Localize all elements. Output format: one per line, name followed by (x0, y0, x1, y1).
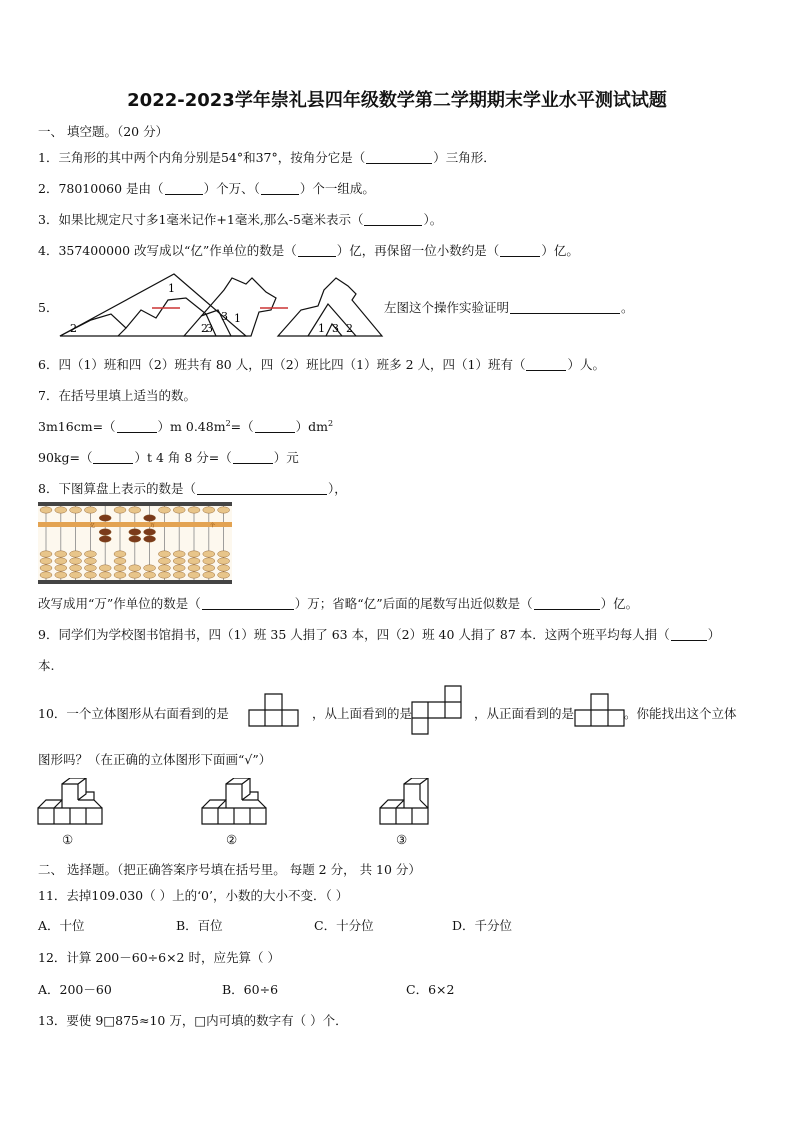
abacus-bead (173, 558, 185, 564)
abacus-bead (55, 507, 67, 513)
view-from-front-figure (574, 693, 626, 727)
q7-text-a: 3m16cm=（ (38, 419, 116, 434)
triangle-3-label-1: 1 (318, 322, 325, 335)
abacus-bead (129, 536, 141, 542)
q7-sup-2: 2 (328, 418, 334, 428)
q1-text-a: 1．三角形的其中两个内角分别是54°和37°，按角分它是（ (38, 150, 366, 165)
q11-choice-c[interactable]: C．十分位 (314, 918, 374, 933)
abacus-bead (70, 572, 82, 578)
abacus-bead (158, 565, 170, 571)
abacus-bead (99, 572, 111, 578)
q11-choice-a[interactable]: A．十位 (38, 918, 85, 933)
abacus-bead (55, 551, 67, 557)
abacus-bead (158, 507, 170, 513)
q8-blank-3[interactable] (534, 595, 600, 610)
abacus-bead (188, 565, 200, 571)
question-7-line-2 (38, 448, 299, 466)
question-7-line-1 (38, 417, 333, 435)
q9-text-a: 9．同学们为学校图书馆捐书，四（1）班 35 人捐了 63 本，四（2）班 40 人捐了 87 本．这两个班平均每人捐（ (38, 627, 670, 642)
section-fill-in-header: 一、 填空题。（20 分） (38, 124, 169, 139)
abacus-bead (144, 536, 156, 542)
abacus-bead (188, 572, 200, 578)
abacus-bead (40, 558, 52, 564)
question-11-stem: 11．去掉109.030（ ）上的‘0’，小数的大小不变．（ ） (38, 888, 349, 903)
q7-text-c: =（ (230, 419, 254, 434)
view-from-right-figure (248, 693, 300, 727)
abacus-bead (173, 507, 185, 513)
abacus-bottom-frame (38, 580, 232, 584)
abacus-bead (218, 551, 230, 557)
question-7-header: 7．在括号里填上适当的数。 (38, 388, 196, 403)
q8-text-d: ）万；省略“亿”后面的尾数写出近似数是（ (294, 596, 533, 611)
question-13-stem: 13．要使 9□875≈10 万，□内可填的数字有（ ）个． (38, 1013, 348, 1028)
abacus-bead (203, 551, 215, 557)
q8-text-c: 改写成用“万”作单位的数是（ (38, 596, 201, 611)
q5-text: 左图这个操作实验证明 (384, 300, 510, 315)
q8-text-a: 8．下图算盘上表示的数是（ (38, 481, 196, 496)
q6-text-b: ）人。 (567, 357, 605, 372)
q3-answer-blank[interactable] (364, 211, 422, 226)
abacus-bead (144, 572, 156, 578)
abacus-bead (129, 572, 141, 578)
q7-text-f: ）t 4 角 8 分=（ (134, 450, 232, 465)
q5-number: 5． (38, 300, 59, 315)
abacus-bead (203, 565, 215, 571)
abacus-bead (70, 565, 82, 571)
abacus-bead (158, 572, 170, 578)
triangle-2-label-2: 2 (201, 322, 208, 335)
question-10-text-d: 。你能找出这个立体 (624, 706, 737, 721)
question-8-line-2 (38, 594, 638, 612)
triangle-3-label-2: 2 (346, 322, 353, 335)
question-4 (38, 241, 579, 259)
abacus-bead (188, 507, 200, 513)
q2-text-b: ）个万、（ (203, 181, 260, 196)
section-choice-header: 二、 选择题。（把正确答案序号填在括号里。 每题 2 分， 共 10 分） (38, 862, 421, 877)
q11-choice-d[interactable]: D．千分位 (452, 918, 513, 933)
triangle-2-label-3: 3 (221, 310, 228, 323)
triangle-1-label-2: 2 (70, 322, 77, 335)
abacus-bead (114, 507, 126, 513)
q12-choice-b[interactable]: B．60÷6 (222, 982, 279, 997)
q6-answer-blank[interactable] (526, 356, 566, 371)
abacus-bead (99, 529, 111, 535)
question-6 (38, 355, 605, 373)
triangle-3-label-3: 3 (332, 322, 339, 335)
q8-answer-blank[interactable] (197, 480, 327, 495)
q12-choice-a[interactable]: A．200－60 (38, 982, 112, 997)
q11-choice-b[interactable]: B．百位 (176, 918, 223, 933)
solid-option-3-label: ③ (396, 832, 408, 847)
q7-text-b: ）m 0.48m (157, 419, 226, 434)
q7-blank-4[interactable] (233, 449, 273, 464)
question-9-line-2: 本. (38, 658, 55, 673)
abacus-bead (70, 558, 82, 564)
abacus-label-ge: 个 (210, 523, 216, 529)
abacus-bead (188, 551, 200, 557)
q7-text-d: ）dm (295, 419, 328, 434)
q4-blank-1[interactable] (298, 242, 336, 257)
triangle-1-label-1: 1 (168, 282, 175, 295)
triangle-1-label-3: 3 (206, 322, 213, 335)
abacus-bead (55, 558, 67, 564)
abacus-bead (99, 515, 111, 521)
q8-blank-2[interactable] (202, 595, 294, 610)
abacus-bead (144, 529, 156, 535)
abacus-bead (84, 507, 96, 513)
question-12-stem: 12．计算 200－60÷6×2 时，应先算（ ） (38, 950, 280, 965)
q1-answer-blank[interactable] (366, 149, 432, 164)
q9-answer-blank[interactable] (671, 626, 707, 641)
page-title: 2022-2023学年崇礼县四年级数学第二学期期末学业水平测试试题 (127, 90, 667, 111)
q1-text-b: ）三角形． (433, 150, 496, 165)
abacus-bead (218, 572, 230, 578)
q12-choice-c[interactable]: C．6×2 (406, 982, 455, 997)
q9-text-b: ） (707, 627, 721, 642)
abacus-top-frame (38, 502, 232, 506)
q8-text-e: ）亿。 (600, 596, 639, 611)
q2-blank-1[interactable] (165, 180, 203, 195)
abacus-bead (203, 572, 215, 578)
q5-answer-blank[interactable] (510, 299, 620, 314)
abacus-bead (84, 558, 96, 564)
abacus-bead (173, 551, 185, 557)
abacus-bead (129, 565, 141, 571)
abacus-beam (38, 522, 232, 527)
question-10-text-b: ，从上面看到的是 (312, 706, 413, 721)
question-3 (38, 210, 442, 228)
abacus-bead (70, 507, 82, 513)
abacus-bead (114, 565, 126, 571)
question-1 (38, 148, 496, 166)
q4-text-b: ）亿，再保留一位小数约是（ (336, 243, 500, 258)
solid-option-2[interactable] (200, 778, 270, 828)
abacus-bead (218, 507, 230, 513)
q7-text-e: 90kg=（ (38, 450, 93, 465)
q5-end: 。 (621, 300, 634, 315)
abacus-label-yi: 亿 (90, 523, 96, 529)
solid-option-3[interactable] (378, 778, 438, 828)
q7-text-g: ）元 (273, 450, 299, 465)
q2-text-c: ）个一组成。 (299, 181, 375, 196)
abacus-bead (114, 572, 126, 578)
abacus-bead (40, 551, 52, 557)
q7-blank-3[interactable] (93, 449, 133, 464)
abacus-image (38, 502, 232, 584)
abacus-bead (144, 515, 156, 521)
q7-sup-1: 2 (225, 418, 231, 428)
abacus-bead (84, 572, 96, 578)
q3-text-a: 3．如果比规定尺寸多1毫米记作+1毫米,那么-5毫米表示（ (38, 212, 364, 227)
abacus-bead (55, 572, 67, 578)
abacus-bead (40, 507, 52, 513)
q2-text-a: 2．78010060 是由（ (38, 181, 164, 196)
triangle-2-label-1: 1 (234, 312, 241, 325)
abacus-bead (84, 551, 96, 557)
q4-blank-2[interactable] (500, 242, 540, 257)
abacus-bead (173, 565, 185, 571)
abacus-bead (70, 551, 82, 557)
abacus-bead (84, 565, 96, 571)
solid-option-1[interactable] (36, 778, 106, 828)
abacus-bead (129, 507, 141, 513)
q4-text-a: 4．357400000 改写成以“亿”作单位的数是（ (38, 243, 297, 258)
abacus-bead (158, 551, 170, 557)
view-from-top-figure (411, 685, 463, 735)
q6-text-a: 6．四（1）班和四（2）班共有 80 人，四（2）班比四（1）班多 2 人，四（1）班有（ (38, 357, 526, 372)
abacus-bead (99, 536, 111, 542)
triangle-cut-figure (56, 270, 386, 340)
abacus-bead (188, 558, 200, 564)
q7-blank-2[interactable] (255, 418, 295, 433)
abacus-bead (173, 572, 185, 578)
abacus-bead (129, 529, 141, 535)
solid-option-1-label: ① (62, 832, 74, 847)
q8-text-b: ）， (327, 481, 347, 496)
abacus-bead (218, 558, 230, 564)
abacus-bead (99, 565, 111, 571)
question-10-text-a: 10．一个立体图形从右面看到的是 (38, 706, 229, 721)
abacus-label-wan: 万 (150, 523, 156, 529)
q5-statement (384, 298, 634, 316)
q3-text-b: ）。 (423, 212, 443, 227)
q2-blank-2[interactable] (261, 180, 299, 195)
abacus-bead (218, 565, 230, 571)
question-9 (38, 625, 720, 643)
solid-option-2-label: ② (226, 832, 238, 847)
abacus-bead (40, 572, 52, 578)
abacus-bead (144, 565, 156, 571)
abacus-bead (203, 507, 215, 513)
abacus-bead (158, 558, 170, 564)
q4-text-c: ）亿。 (541, 243, 579, 258)
question-10-text-c: ，从正面看到的是 (474, 706, 575, 721)
abacus-bead (114, 551, 126, 557)
abacus-bead (55, 565, 67, 571)
question-10-text-e: 图形吗？（在正确的立体图形下面画“√”） (38, 752, 272, 767)
abacus-bead (40, 565, 52, 571)
question-2 (38, 179, 375, 197)
question-8 (38, 479, 347, 497)
abacus-bead (114, 558, 126, 564)
abacus-bead (203, 558, 215, 564)
triangle-1-outline (60, 274, 246, 336)
q7-blank-1[interactable] (117, 418, 157, 433)
